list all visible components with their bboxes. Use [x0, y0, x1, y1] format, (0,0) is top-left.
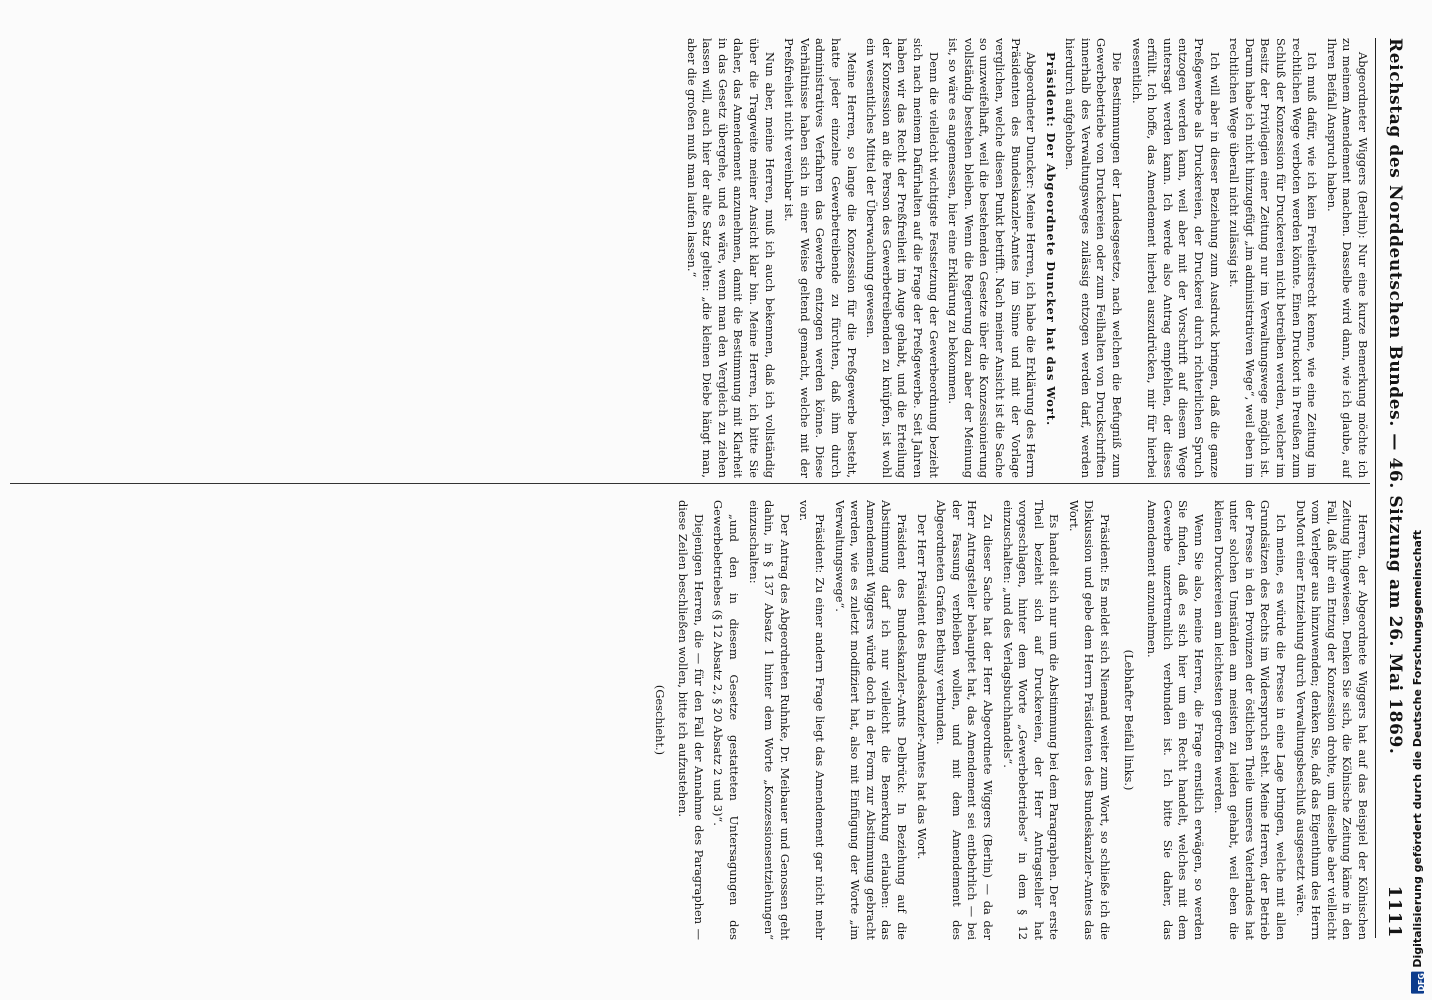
paragraph: Herren, der Abgeordnete Wiggers hat auf das Beispiel der Kölnischen Zeitung hingewiesen. Denken Sie sich, die Kölnische Zeitung käme in den Fall, daß ihr ein Entzug der Konzession drohte, um dieselbe aber vielleicht vom Verleger aus hinzuwenden; denken Sie, daß das Eigenthum des Herrn DuMont einer Entziehung durch Verwaltungsbeschluß ausgesetzt wäre. [1293, 500, 1370, 940]
paragraph: Der Antrag des Abgeordneten Ruhnke, Dr. Meibauer und Genossen geht dahin, in § 137 Absatz 1 hinter dem Worte „Konzessionsentziehungen“ einzuschalten: [746, 500, 792, 940]
paragraph: Ich muß dafür, wie ich kein Freiheitsrecht kenne, wie eine Zeitung im rechtlichen Wege verboten werden könnte. Einen Druckort in Preußen zum Schluß der Konzession für Druckereien nicht betreiben werden, welcher im Besitz der Privilegien einer Zeitung nur im Verwaltungswege möglich ist. Darum habe ich nicht hinzugefügt „im administrativen Wege“, weil eben im rechtlichen Wege überall nicht zulässig ist. [1227, 38, 1320, 478]
paragraph: Es handelt sich nur um die Abstimmung bei dem Paragraphen. Der erste Theil bezieht sich auf Druckereien, der Herr Antragsteller hat vorgeschlagen, hinter dem Worte „Gewerbebetriebes“ in dem § 12 einzuschalten: „und des Verlagsbuchhandels“. [1000, 500, 1062, 940]
paragraph: Meine Herren, so lange die Konzession für die Preßgewerbe besteht, hatte jeder einzelne Gewerbetreibende zu fürchten, daß ihm durch administratives Verfahren das Gewerbe entzogen werden könne. Diese Verhältnisse haben sich in einer Weise geltend gemacht, welche mit der Preßfreiheit nicht vereinbar ist. [782, 38, 859, 478]
credit-text: Digitalisierung gefördert durch die Deutsche Forschungsgemeinschaft [1411, 530, 1424, 968]
paragraph: „und den in diesem Gesetze gestatteten Untersagungen des Gewerbebetriebes (§ 12 Absatz 2, § 20 Absatz 2 und 3)“. [711, 500, 742, 940]
digitization-credit [1411, 530, 1424, 994]
dfg-logo-icon: DFG [1411, 972, 1424, 994]
right-column [10, 500, 1370, 940]
paragraph: Ich will aber in dieser Beziehung zum Ausdruck bringen, daß die ganze Preßgewerbe als Druckereien, der Druckerei durch richterlichen Spruch entzogen werden kann, weil aber mit der Vorschrift auf diesem Wege untersagt werden kann. Ich werde also Antrag empfehlen, der dieses erfüllt. Ich hoffe, das Amendement hierbei auszudrücken, mir für hierbei wesentlich. [1129, 38, 1222, 478]
paragraph: Präsident: Es meldet sich Niemand weiter zum Wort, so schließe ich die Diskussion und gebe dem Herrn Präsidenten des Bundeskanzler-Amtes das Wort. [1066, 500, 1113, 940]
speaker-line: Präsident: Der Abgeordnete Duncker hat das Wort. [1043, 52, 1058, 427]
paragraph: Abgeordneter Duncker: Meine Herren, ich habe die Erklärung des Herrn Präsidenten des Bundeskanzler-Amtes im Sinne und mit der Vorlage verglichen, welche diesen Punkt betrifft. Nach meiner Ansicht ist die Sache so unzweifelhaft, weil die bestehenden Gesetze über die Konzessionierung vollständig bestehen bleiben. Wenn die Regierung dazu aber der Meinung ist, so wäre es angemessen, hier eine Erklärung zu bekommen. [946, 38, 1039, 478]
paragraph: Nun aber, meine Herren, muß ich auch bekennen, daß ich vollständig über die Tragweite meiner Ansicht klar bin. Meine Herren, ich bitte Sie daher, das Amendement anzunehmen, damit die Bestimmung mit Klarheit in das Gesetz übergehe, und es wäre, wenn man den Vergleich zu ziehen lassen will, auch hier der alte Satz gelten: „die kleinen Diebe hängt man, aber die großen muß man laufen lassen.“ [684, 38, 777, 478]
paragraph: Präsident des Bundeskanzler-Amts Delbrück: In Beziehung auf die Abstimmung darf ich nur vielleicht die Bemerkung erlauben: das Amendement Wiggers würde doch in der Form zur Abstimmung gebracht werden, wie es zuletzt modifiziert hat, also mit Einfügung der Worte „im Verwaltungswege“. [832, 500, 909, 940]
paragraph: Zu dieser Sache hat der Herr Abgeordnete Wiggers (Berlin) — da der Herr Antragsteller behauptet hat, das Amendement sei entbehrlich — bei der Fassung verbleiben wollen, und mit dem Amendement des Abgeordneten Grafen Bethusy verbunden. [934, 500, 995, 940]
left-column [10, 38, 1370, 478]
stage-direction: (Geschieht.) [652, 684, 667, 756]
page-title: Reichstag des Norddeutschen Bundes. — 46. Sitzung am 26. Mai 1869. [1385, 38, 1405, 755]
paragraph: Ich meine, es würde die Presse in eine Lage bringen, welche mit allen Grundsätzen des Rechts im Widerspruch steht. Meine Herren, der Betrieb der Presse in den Provinzen der östlichen Theile unseres Vaterlandes hat unter solchen Umständen am meisten zu leiden gehabt, weil eben die kleinen Druckereien am leichtesten getroffen werden. [1211, 500, 1289, 940]
stage-direction: (Lebhafter Beifall links.) [1121, 649, 1136, 791]
running-head [1375, 38, 1410, 938]
paragraph: Die Bestimmungen der Landesgesetze, nach welchen die Befugniß zum Gewerbebetriebe von Druckereien oder zum Feilhalten von Druckschriften innerhalb des Verwaltungsweges zulässig entzogen werden darf, werden hierdurch aufgehoben. [1063, 38, 1125, 478]
paragraph: Präsident: Zu einer andern Frage liegt das Amendement gar nicht mehr vor. [797, 500, 827, 940]
paragraph: Der Herr Präsident des Bundeskanzler-Amtes hat das Wort. [914, 514, 929, 860]
column-divider [10, 483, 1370, 484]
paragraph: Diejenigen Herren, die — für den Fall der Annahme des Paragraphen — diese Zeilen beschließen wollen, bitte ich aufzustehen. [676, 500, 706, 940]
paragraph: Denn die vielleicht wichtigste Festsetzung der Gewerbeordnung bezieht sich nach meinem Dafürhalten auf die Frage der Preßgewerbe. Seit Jahren haben wir das Recht der Preßfreiheit im Auge gehabt, und die Erteilung der Konzession an die Person des Gewerbetreibenden zu knüpfen, ist wohl ein wesentliches Mittel der Überwachung gewesen. [864, 38, 941, 478]
page-number: 1111 [1384, 885, 1406, 938]
paragraph: Wenn Sie also, meine Herren, die Frage ernstlich erwägen, so werden Sie finden, daß es sich hier um ein Recht handelt, welches mit dem Gewerbe unzertrennlich verbunden ist. Ich bitte Sie daher, das Amendement anzunehmen. [1145, 500, 1207, 940]
paragraph: Abgeordneter Wiggers (Berlin): Nur eine kurze Bemerkung möchte ich zu meinem Amendement machen. Dasselbe wird dann, wie ich glaube, auf Ihren Beifall Anspruch haben. [1324, 38, 1370, 478]
